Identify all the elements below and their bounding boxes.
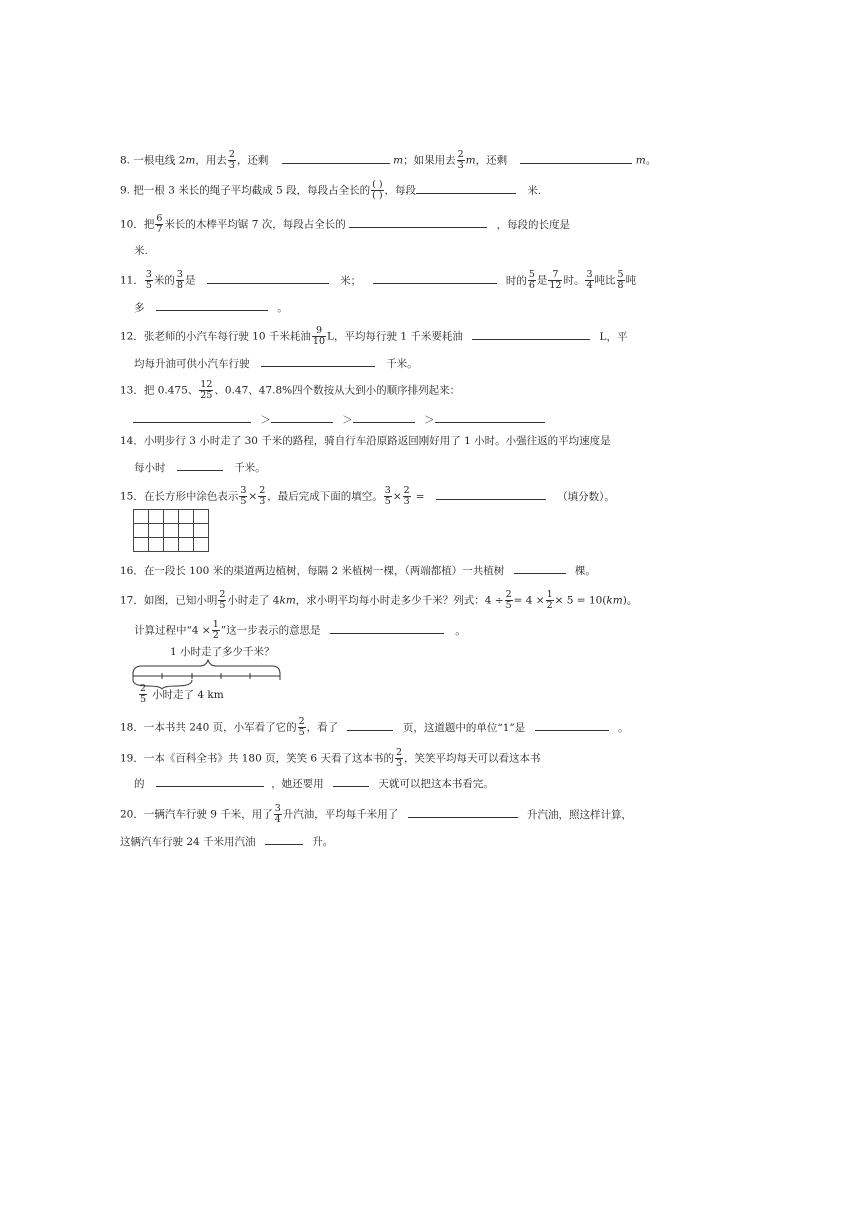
answer-blank[interactable] bbox=[514, 563, 566, 574]
answer-blank[interactable] bbox=[330, 623, 444, 634]
question-18: 18．一本书共 240 页，小军看了它的 $\frac{2}{5}$ ，看了 页，这道题中的单位“1”是 。 bbox=[120, 716, 629, 738]
question-17-cont: 计算过程中“4 × $\frac{1}{2}$ ”这一步表示的意思是 。 bbox=[134, 619, 466, 641]
answer-blank[interactable] bbox=[133, 412, 251, 423]
question-15: 15．在长方形中涂色表示 $\frac{3}{5}$ × $\frac{2}{3}$ ，最后完成下面的填空。 $\frac{3}{5}$ × $\frac{2}{3}$ = （填分数）。 bbox=[120, 485, 615, 507]
answer-blank[interactable] bbox=[207, 273, 329, 284]
answer-blank[interactable] bbox=[436, 489, 546, 500]
diagram-bottom-label: $\frac{2}{5}$ 小时走了 4 km bbox=[140, 683, 224, 705]
question-12: 12．张老师的小汽车每行驶 10 千米耗油 $\frac{9}{10}$ L，平均每行驶 1 千米要耗油 L，平 bbox=[120, 325, 628, 347]
question-12-cont: 均每升油可供小汽车行驶 千米。 bbox=[134, 358, 418, 370]
shading-rectangle-grid[interactable] bbox=[133, 509, 209, 552]
answer-blank[interactable] bbox=[353, 412, 415, 423]
fraction: $\frac{7}{12}$ bbox=[549, 269, 562, 291]
answer-blank[interactable] bbox=[408, 807, 518, 818]
answer-blank[interactable] bbox=[156, 300, 268, 311]
fraction: $\frac{3}{5}$ bbox=[240, 485, 247, 507]
answer-blank[interactable] bbox=[282, 153, 390, 164]
question-17: 17．如图，已知小明 $\frac{2}{5}$ 小时走了 4km，求小明平均每小时走多少千米？列式：4 ÷ $\frac{2}{5}$ = 4 × $\frac{1}{2}$ × 5 = 10(km)。 bbox=[120, 589, 638, 611]
fraction: $\frac{6}{7}$ bbox=[156, 213, 163, 235]
answer-blank[interactable] bbox=[416, 183, 516, 194]
answer-blank[interactable] bbox=[520, 153, 632, 164]
fraction: $\frac{3}{5}$ bbox=[384, 485, 391, 507]
answer-blank[interactable] bbox=[261, 356, 375, 367]
answer-blank[interactable] bbox=[472, 329, 590, 340]
fraction: $\frac{3}{4}$ bbox=[586, 269, 593, 291]
question-13: 13．把 0.475、 $\frac{12}{25}$ 、0.47、47.8%四个数按从大到小的顺序排列起来： bbox=[120, 379, 461, 401]
answer-blank[interactable] bbox=[535, 720, 609, 731]
answer-blank[interactable] bbox=[156, 776, 264, 787]
question-10: 10．把 $\frac{6}{7}$ 米长的木棒平均锯 7 次，每段占全长的 ，每段的长度是 bbox=[120, 213, 570, 235]
answer-blank[interactable] bbox=[271, 412, 333, 423]
answer-blank[interactable] bbox=[435, 412, 545, 423]
fraction: $\frac{3}{4}$ bbox=[274, 803, 281, 825]
question-20: 20．一辆汽车行驶 9 千米，用了 $\frac{3}{4}$ 升汽油，平均每千米用了 升汽油，照这样计算， bbox=[120, 803, 632, 825]
diagram-top-label: 1 小时走了多少千米？ bbox=[170, 646, 275, 658]
fraction: $\frac{3}{8}$ bbox=[176, 269, 183, 291]
answer-blank[interactable] bbox=[333, 776, 369, 787]
fraction: $\frac{2}{5}$ bbox=[298, 716, 305, 738]
fraction: $\frac{1}{2}$ bbox=[212, 619, 219, 641]
question-14: 14．小明步行 3 小时走了 30 千米的路程，骑自行车沿原路返回刚好用了 1 小时。小强往返的平均速度是 bbox=[120, 435, 611, 447]
fraction: $\frac{9}{10}$ bbox=[312, 325, 326, 347]
fraction: $\frac{1}{2}$ bbox=[546, 589, 553, 611]
question-13-answers: ＞ ＞ ＞ bbox=[133, 412, 545, 427]
answer-blank[interactable] bbox=[349, 217, 487, 228]
question-14-cont: 每小时 千米。 bbox=[134, 462, 266, 474]
fraction: $\frac{12}{25}$ bbox=[200, 379, 213, 401]
question-11: 11． $\frac{3}{5}$ 米的 $\frac{3}{8}$ 是 米； 时的 $\frac{5}{6}$ 是 $\frac{7}{12}$ 时。 $\frac{3}{4}$ 吨比 $\frac{5}{8}$ 吨 bbox=[120, 269, 637, 291]
answer-blank[interactable] bbox=[265, 834, 303, 845]
question-19-cont: 的 ，她还要用 天就可以把这本书看完。 bbox=[134, 778, 494, 790]
fraction: $\frac{2}{3}$ bbox=[457, 149, 464, 171]
fraction: $\frac{2}{5}$ bbox=[219, 589, 226, 611]
fraction: $\frac{3}{5}$ bbox=[145, 269, 152, 291]
question-11-cont: 多 。 bbox=[134, 302, 288, 314]
fraction: $\frac{5}{6}$ bbox=[528, 269, 535, 291]
fraction: $\frac{2}{5}$ bbox=[505, 589, 512, 611]
answer-blank[interactable] bbox=[347, 720, 393, 731]
q8-number: 8. bbox=[120, 154, 131, 167]
fraction: $\frac{( )}{( )}$ bbox=[372, 179, 383, 201]
fraction: $\frac{5}{8}$ bbox=[617, 269, 624, 291]
fraction: $\frac{2}{3}$ bbox=[395, 747, 402, 769]
answer-blank[interactable] bbox=[177, 460, 223, 471]
fraction: $\frac{2}{3}$ bbox=[403, 485, 410, 507]
question-19: 19．一本《百科全书》共 180 页，笑笑 6 天看了这本书的 $\frac{2}{3}$ ，笑笑平均每天可以看这本书 bbox=[120, 747, 541, 769]
question-20-cont: 这辆汽车行驶 24 千米用汽油 升。 bbox=[120, 836, 334, 848]
question-9: 9. 把一根 3 米长的绳子平均截成 5 段，每段占全长的 $\frac{( )}{( )}$ ，每段 米. bbox=[120, 179, 542, 201]
question-16: 16．在一段长 100 米的渠道两边植树，每隔 2 米植树一棵，（两端都植）一共植树 棵。 bbox=[120, 565, 596, 577]
fraction: $\frac{2}{3}$ bbox=[228, 149, 235, 171]
question-8: 8. 一根电线 2m，用去 $\frac{2}{3}$ ，还剩 m；如果用去 $\frac{2}{3}$ m，还剩 m。 bbox=[120, 149, 657, 171]
fraction: $\frac{2}{3}$ bbox=[259, 485, 266, 507]
question-10-cont: 米. bbox=[134, 245, 148, 257]
answer-blank[interactable] bbox=[373, 273, 497, 284]
